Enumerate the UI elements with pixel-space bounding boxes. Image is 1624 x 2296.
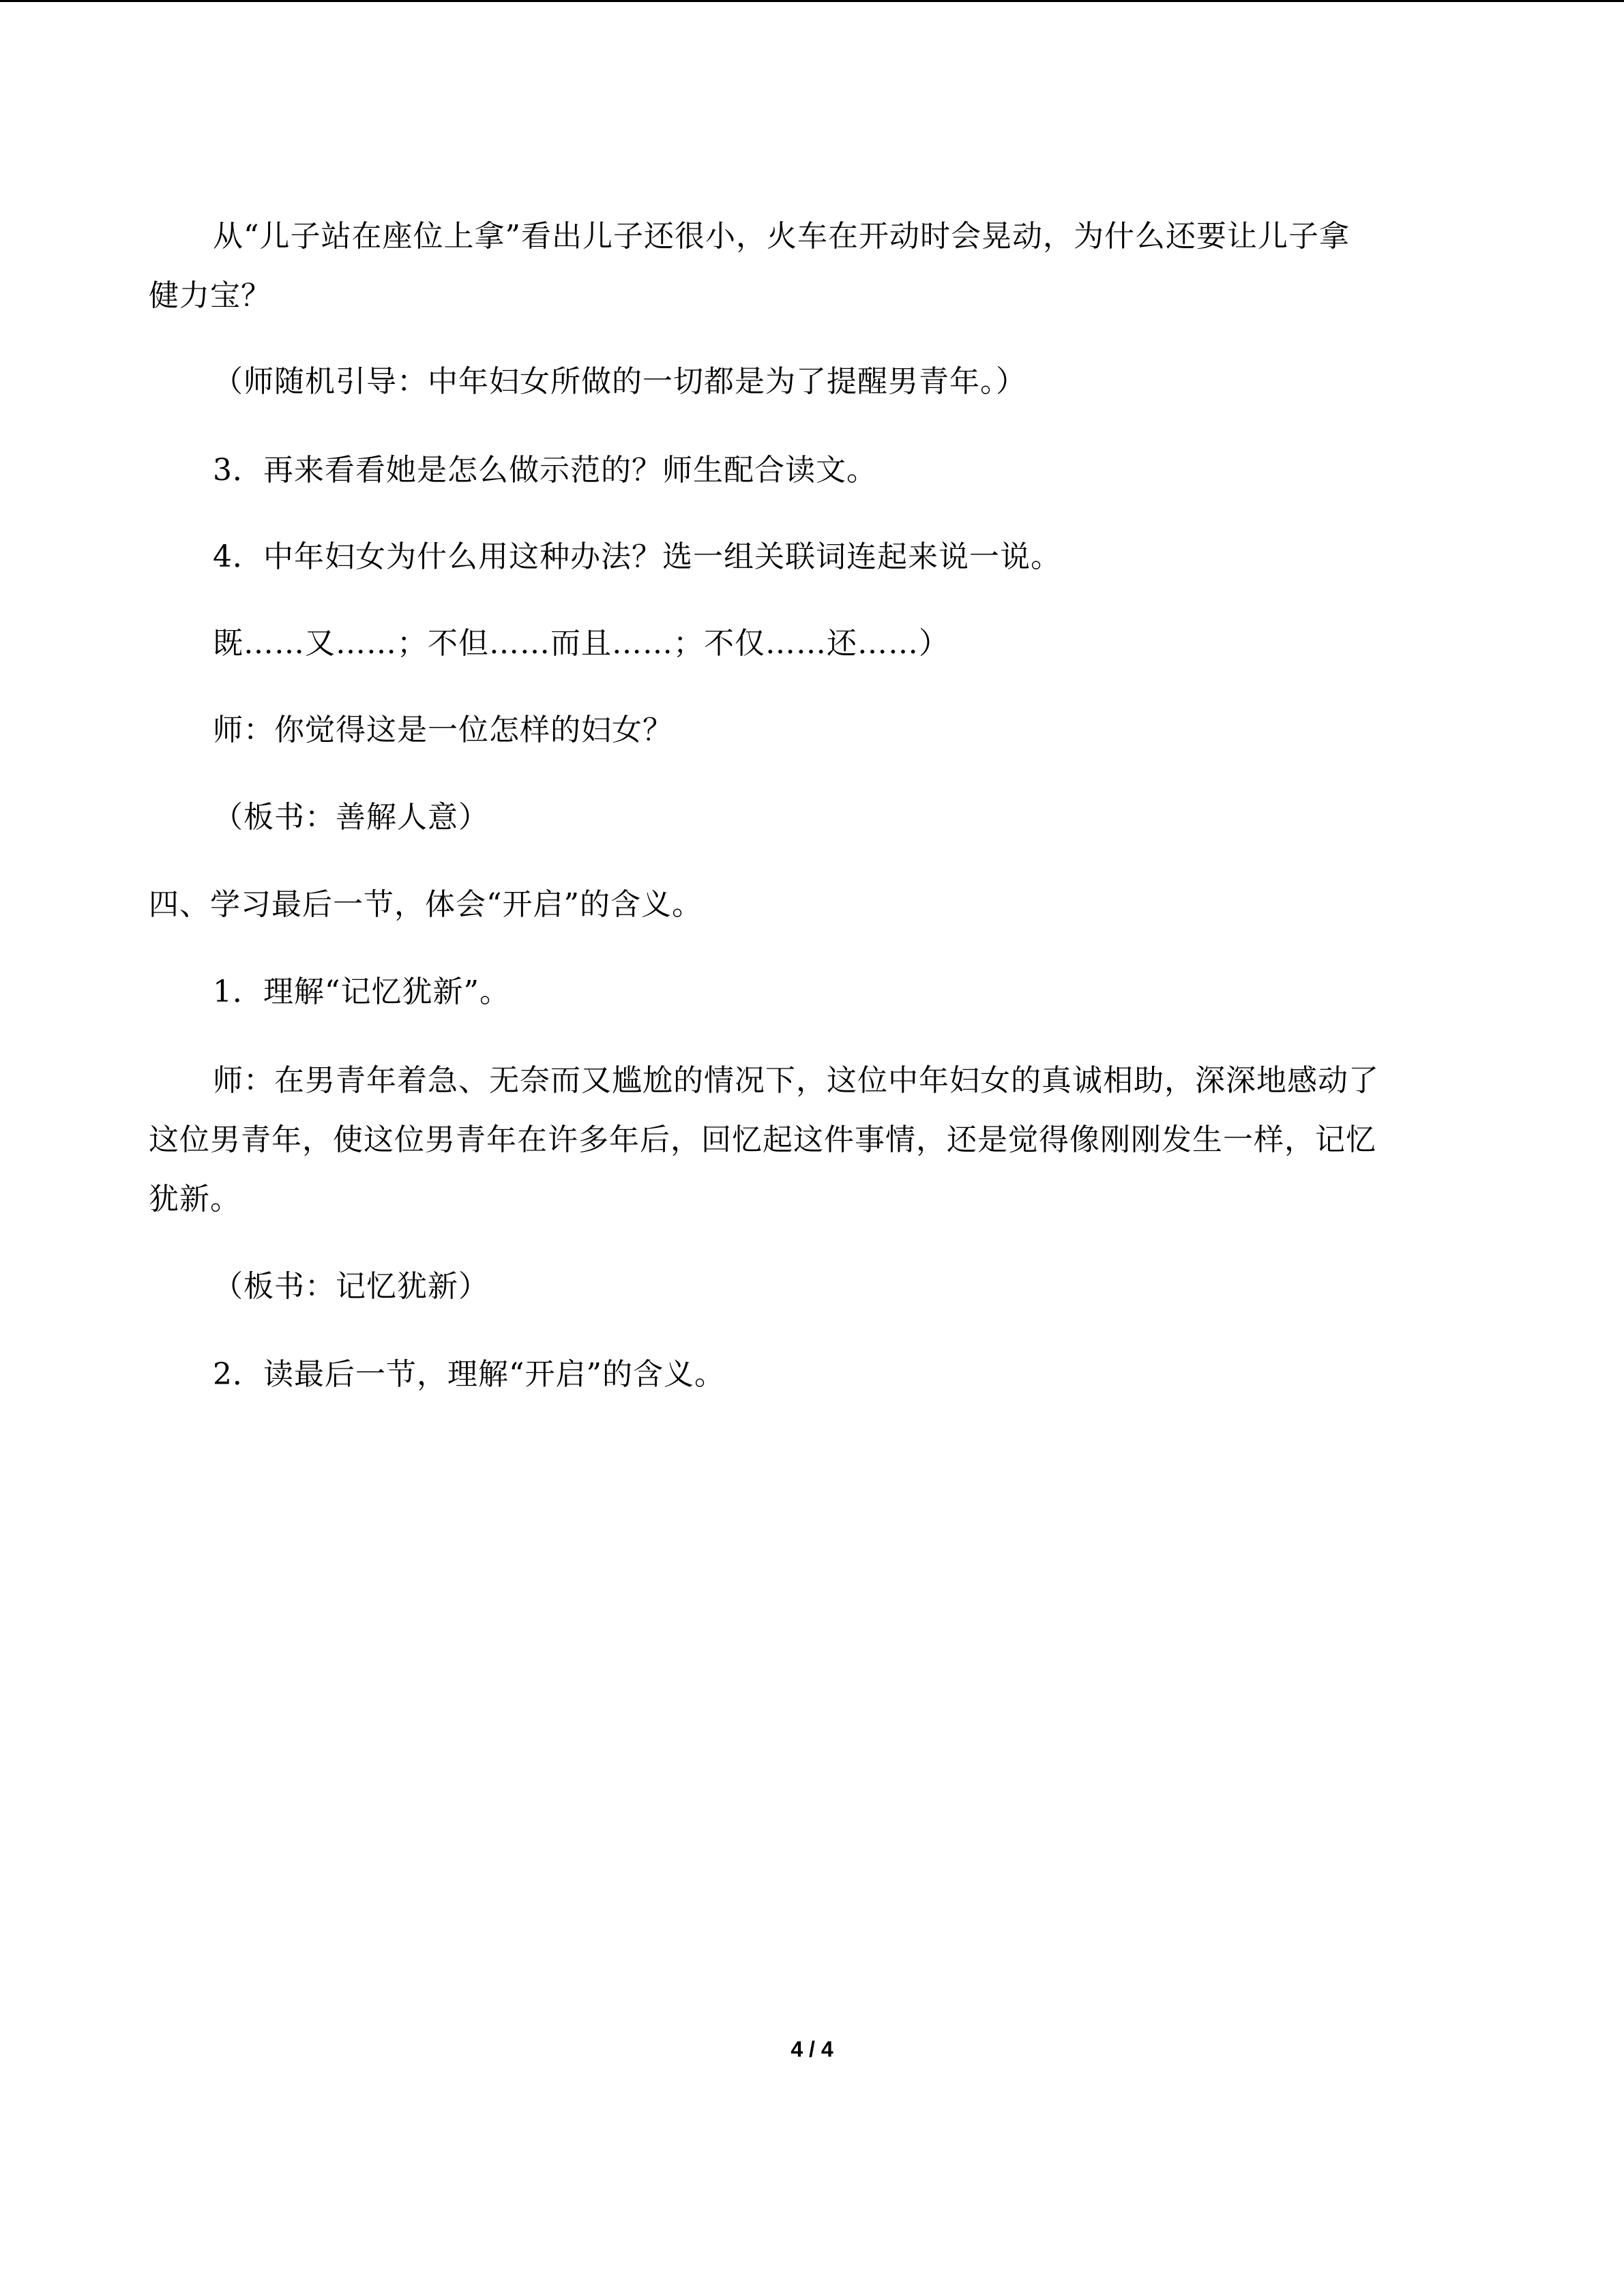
teacher-explanation-line-1: 师：在男青年着急、无奈而又尴尬的情况下，这位中年妇女的真诚相助，深深地感动了 [213, 1063, 1379, 1098]
paragraph-line-1: 从“儿子站在座位上拿”看出儿子还很小，火车在开动时会晃动，为什么还要让儿子拿 [213, 219, 1350, 254]
step-3-line: 3．再来看看她是怎么做示范的？师生配合读文。 [213, 453, 877, 488]
step-4-line: 4．中年妇女为什么用这种办法？选一组关联词连起来说一说。 [213, 539, 1061, 574]
paragraph-line-2: 健力宝？ [149, 278, 271, 313]
teacher-explanation-line-3: 犹新。 [149, 1182, 241, 1217]
board-note-2: （板书：记忆犹新） [213, 1269, 489, 1304]
teacher-guidance-note: （师随机引导：中年妇女所做的一切都是为了提醒男青年。） [213, 364, 1027, 399]
teacher-question-line: 师：你觉得这是一位怎样的妇女？ [213, 713, 673, 747]
step-2-line: 2．读最后一节，理解“开启”的含义。 [213, 1357, 725, 1392]
section-4-heading: 四、学习最后一节，体会“开启”的含义。 [149, 887, 703, 922]
board-note-1: （板书：善解人意） [213, 800, 489, 835]
teacher-explanation-line-2: 这位男青年，使这位男青年在许多年后，回忆起这件事情，还是觉得像刚刚发生一样，记忆 [149, 1122, 1376, 1157]
step-1-line: 1．理解“记忆犹新”。 [213, 974, 510, 1009]
page-number: 4 / 4 [791, 2037, 833, 2061]
conjunctions-line: 既……又……；不但……而且……；不仅……还……） [213, 626, 949, 661]
